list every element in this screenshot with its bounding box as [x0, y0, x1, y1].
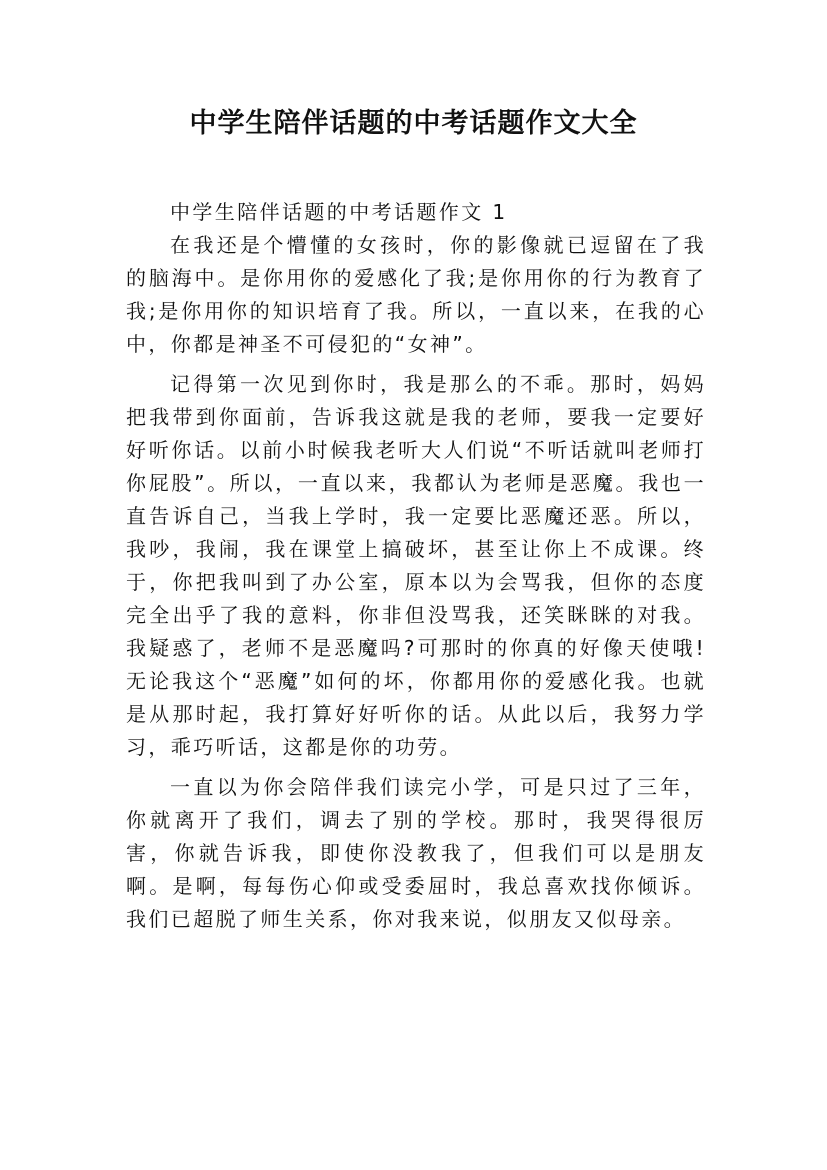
paragraph-3: 一直以为你会陪伴我们读完小学，可是只过了三年，你就离开了我们，调去了别的学校。那时，我哭得很厉害，你就告诉我，即使你没教我了，但我们可以是朋友啊。是啊，每每伤心仰或受委屈时，我总喜欢找你倾诉。我们已超脱了师生关系，你对我来说，似朋友又似母亲。: [126, 775, 706, 931]
paragraph-2: 记得第一次见到你时，我是那么的不乖。那时，妈妈把我带到你面前，告诉我这就是我的老师，要我一定要好好听你话。以前小时候我老听大人们说“不听话就叫老师打你屁股”。所以，一直以来，我都认为老师是恶魔。我也一直告诉自己，当我上学时，我一定要比恶魔还恶。所以，我吵，我闹，我在课堂上搞破坏，甚至让你上不成课。终于，你把我叫到了办公室，原本以为会骂我，但你的态度完全出乎了我的意料，你非但没骂我，还笑眯眯的对我。我疑惑了，老师不是恶魔吗?可那时的你真的好像天使哦!无论我这个“恶魔”如何的坏，你都用你的爱感化我。也就是从那时起，我打算好好听你的话。从此以后，我努力学习，乖巧听话，这都是你的功劳。: [126, 372, 706, 759]
essay-subheading: 中学生陪伴话题的中考话题作文 1: [170, 200, 508, 224]
document-body: [126, 196, 706, 943]
paragraph-1: 在我还是个懵懂的女孩时，你的影像就已逗留在了我的脑海中。是你用你的爱感化了我;是你用你的行为教育了我;是你用你的知识培育了我。所以，一直以来，在我的心中，你都是神圣不可侵犯的“女神”。: [126, 233, 706, 356]
document-title: 中学生陪伴话题的中考话题作文大全: [189, 108, 638, 139]
